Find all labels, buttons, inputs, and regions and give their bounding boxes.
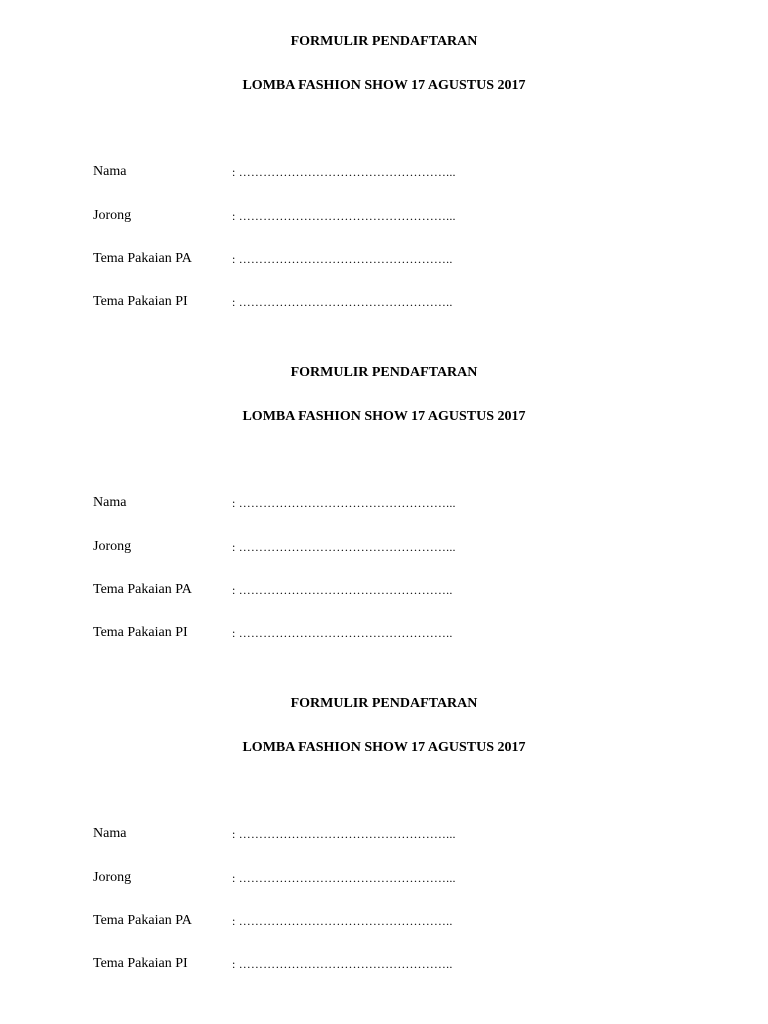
- field-row-tema-pakaian-pi: [93, 955, 693, 975]
- field-row-tema-pakaian-pa: [93, 912, 693, 932]
- field-label: Jorong: [93, 539, 132, 554]
- field-label: Tema Pakaian PA: [93, 582, 192, 597]
- registration-form-2: [0, 331, 768, 661]
- field-label: Nama: [93, 495, 127, 510]
- form-subtitle: LOMBA FASHION SHOW 17 AGUSTUS 2017: [242, 78, 526, 93]
- field-label: Tema Pakaian PI: [93, 625, 188, 640]
- field-label: Jorong: [93, 208, 132, 223]
- field-row-tema-pakaian-pi: [93, 624, 693, 644]
- field-blank: : ……………………………………………...: [232, 209, 456, 223]
- field-row-nama: [93, 494, 693, 514]
- field-row-jorong: [93, 538, 693, 558]
- field-blank: : ……………………………………………...: [232, 540, 456, 554]
- form-subtitle: LOMBA FASHION SHOW 17 AGUSTUS 2017: [242, 409, 526, 424]
- registration-form-1: [0, 0, 768, 330]
- field-label: Nama: [93, 826, 127, 841]
- field-blank: : ……………………………………………...: [232, 496, 456, 510]
- field-row-tema-pakaian-pa: [93, 250, 693, 270]
- field-label: Tema Pakaian PA: [93, 251, 192, 266]
- form-title: FORMULIR PENDAFTARAN: [290, 34, 478, 49]
- field-row-jorong: [93, 207, 693, 227]
- field-blank: : ……………………………………………..: [232, 252, 453, 266]
- field-blank: : ……………………………………………..: [232, 295, 453, 309]
- field-blank: : ……………………………………………..: [232, 583, 453, 597]
- field-label: Nama: [93, 164, 127, 179]
- field-blank: : ……………………………………………...: [232, 871, 456, 885]
- field-blank: : ……………………………………………..: [232, 914, 453, 928]
- field-blank: : ……………………………………………...: [232, 827, 456, 841]
- field-blank: : ……………………………………………..: [232, 957, 453, 971]
- field-row-nama: [93, 163, 693, 183]
- field-row-nama: [93, 825, 693, 845]
- field-row-jorong: [93, 869, 693, 889]
- form-subtitle: LOMBA FASHION SHOW 17 AGUSTUS 2017: [242, 740, 526, 755]
- field-row-tema-pakaian-pa: [93, 581, 693, 601]
- field-blank: : ……………………………………………..: [232, 626, 453, 640]
- form-title: FORMULIR PENDAFTARAN: [290, 365, 478, 380]
- field-label: Tema Pakaian PA: [93, 913, 192, 928]
- field-label: Jorong: [93, 870, 132, 885]
- form-title: FORMULIR PENDAFTARAN: [290, 696, 478, 711]
- registration-form-3: [0, 662, 768, 992]
- field-label: Tema Pakaian PI: [93, 956, 188, 971]
- field-row-tema-pakaian-pi: [93, 293, 693, 313]
- field-label: Tema Pakaian PI: [93, 294, 188, 309]
- field-blank: : ……………………………………………...: [232, 165, 456, 179]
